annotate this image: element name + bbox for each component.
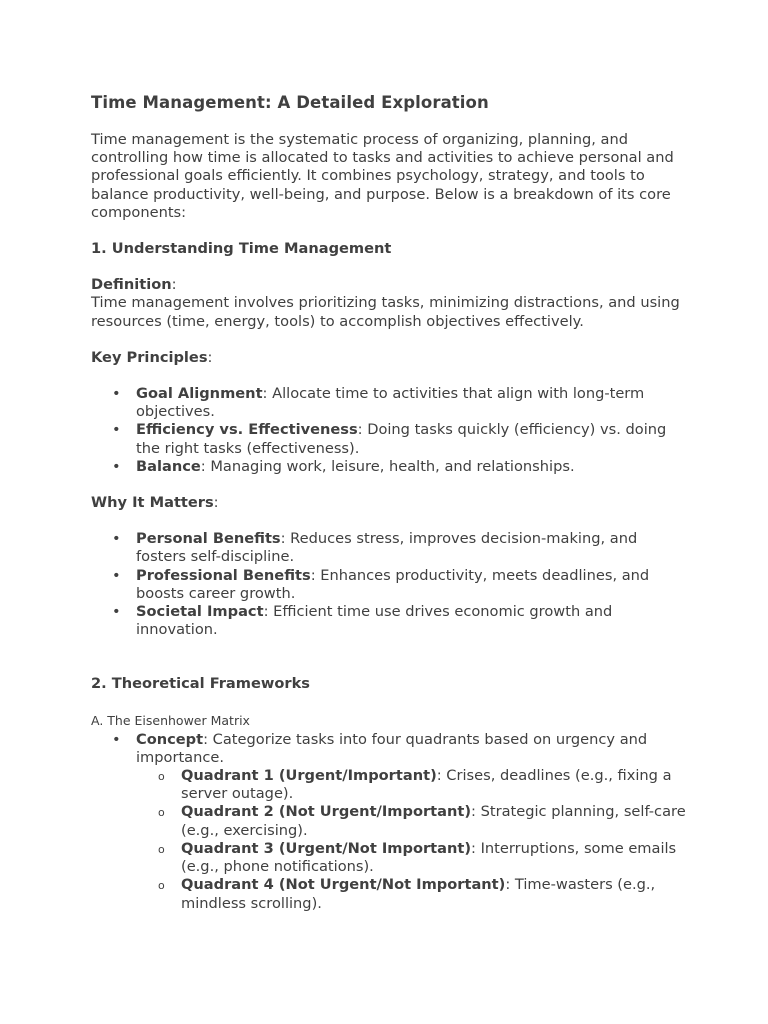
quadrant-list [136,767,691,913]
section-spacer [91,657,691,675]
list-item [181,767,691,803]
quadrant-term: Quadrant 1 (Urgent/Important) [181,767,437,785]
section-1-heading: 1. Understanding Time Management [91,240,392,258]
why-it-matters-list [91,530,691,639]
principle-text: : Doing tasks quickly (efficiency) vs. doing the right tasks (effectiveness). [136,421,667,457]
intro-paragraph: Time management is the systematic process of organizing, planning, and controlling how time is allocated to tasks and activities to achieve personal and professional goals efficiently. It combines psychology, strategy, and tools to balance productivity, well-being, and purpose. Below is a breakdown of its core components: [91,131,674,221]
quadrant-text: : Time-wasters (e.g., mindless scrolling). [181,876,656,912]
list-item [136,567,691,603]
quadrant-term: Quadrant 3 (Urgent/Not Important) [181,839,472,857]
why-it-matters-colon: : [213,494,219,512]
list-item [136,731,691,913]
list-item [181,803,691,839]
document-title: Time Management: A Detailed Exploration [91,93,489,112]
matters-term: Societal Impact [136,603,264,621]
quadrant-text: : Interruptions, some emails (e.g., phone notifications). [181,839,677,876]
list-item [136,385,691,421]
list-item [181,840,691,876]
matters-text: : Reduces stress, improves decision-making, and fosters self-discipline. [136,530,638,566]
definition-block [91,276,691,331]
concept-text: : Categorize tasks into four quadrants based on urgency and importance. [136,730,648,766]
quadrant-term: Quadrant 4 (Not Urgent/Not Important) [181,876,506,894]
quadrant-text: : Strategic planning, self-care (e.g., exercising). [181,803,686,839]
matters-term: Personal Benefits [136,530,281,548]
why-it-matters-label-line [91,494,691,512]
principle-term: Efficiency vs. Effectiveness [136,421,358,439]
matters-text: : Efficient time use drives economic growth and innovation. [136,603,613,639]
principle-term: Goal Alignment [136,385,263,403]
principle-term: Balance [136,457,201,475]
key-principles-list [91,385,691,476]
principle-text: : Allocate time to activities that align with long-term objectives. [136,385,645,421]
key-principles-colon: : [207,348,213,366]
list-item [136,458,691,476]
concept-term: Concept [136,730,204,748]
key-principles-label-line [91,349,691,367]
definition-colon: : [171,276,177,294]
definition-label: Definition [91,276,172,294]
why-it-matters-label: Why It Matters [91,494,214,512]
key-principles-label: Key Principles [91,348,208,366]
list-item [181,876,691,912]
document-page [91,92,691,931]
definition-label-line [91,276,691,294]
quadrant-term: Quadrant 2 (Not Urgent/Important) [181,803,472,821]
list-item [136,530,691,566]
definition-text: Time management involves prioritizing tasks, minimizing distractions, and using resources (time, energy, tools) to accomplish objectives effectively. [91,294,680,330]
eisenhower-subheading: A. The Eisenhower Matrix [91,712,250,728]
principle-text: : Managing work, leisure, health, and relationships. [200,457,575,475]
matters-term: Professional Benefits [136,566,311,584]
section-2-heading: 2. Theoretical Frameworks [91,675,310,693]
quadrant-text: : Crises, deadlines (e.g., fixing a server outage). [181,767,672,803]
eisenhower-list [91,731,691,913]
list-item [136,421,691,457]
list-item [136,603,691,639]
matters-text: : Enhances productivity, meets deadlines, and boosts career growth. [136,566,650,602]
